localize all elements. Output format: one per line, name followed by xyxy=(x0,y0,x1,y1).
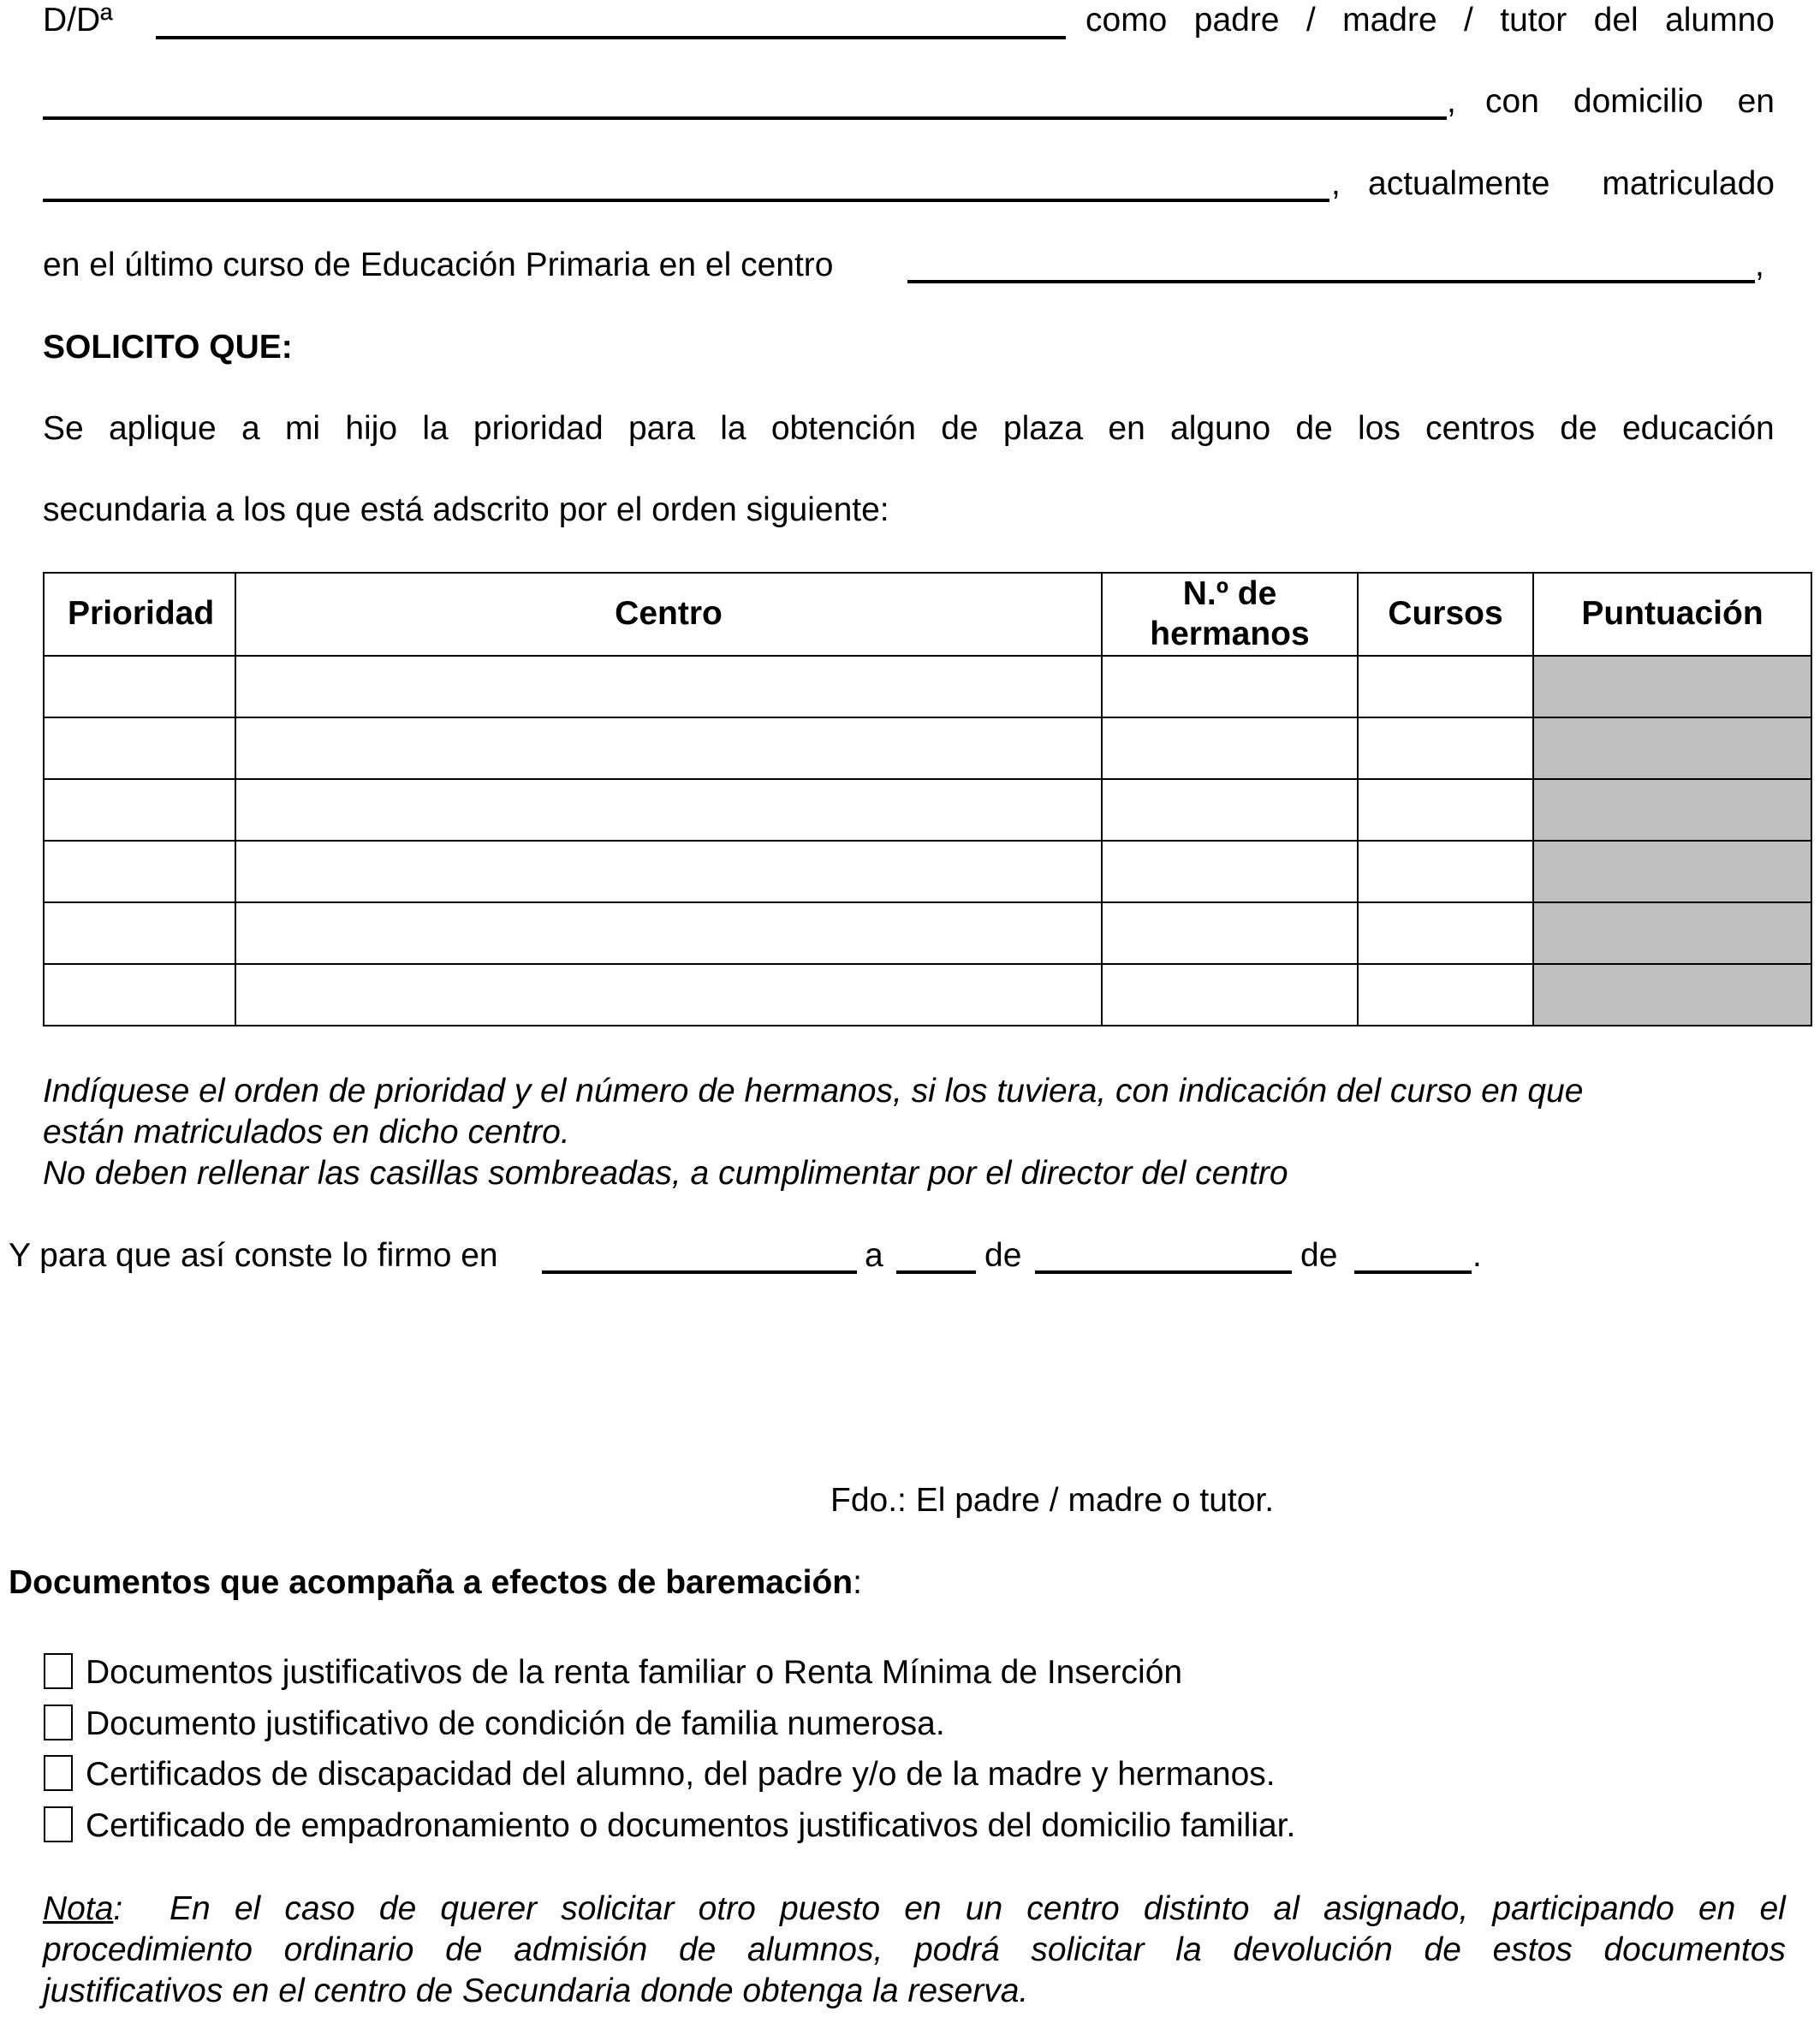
signature-lead: Y para que así conste lo firmo en xyxy=(9,1237,498,1274)
cell-centro[interactable] xyxy=(235,717,1102,779)
word: en xyxy=(1108,410,1145,447)
word: otro xyxy=(698,1890,756,1927)
word: / xyxy=(1464,2,1473,39)
documents-heading-colon: : xyxy=(853,1564,862,1601)
cell-prioridad[interactable] xyxy=(44,964,235,1026)
word: domicilio xyxy=(1573,83,1704,120)
place-field[interactable] xyxy=(542,1270,857,1274)
table-row xyxy=(44,717,1811,779)
word: de xyxy=(378,1890,417,1927)
word: devolución xyxy=(1233,1931,1393,1968)
cell-centro[interactable] xyxy=(235,656,1102,717)
word: / xyxy=(1306,2,1316,39)
word: alumnos, xyxy=(747,1931,883,1968)
note-line3: No deben rellenar las casillas sombreadas, a cumplimentar por el director del centro xyxy=(43,1155,1288,1192)
cell-puntuacion xyxy=(1533,779,1811,841)
word: con xyxy=(1485,83,1539,120)
header-cursos: Cursos xyxy=(1358,573,1533,656)
word: en xyxy=(1698,1890,1736,1927)
word: obtención xyxy=(770,410,916,447)
checkbox-familia-numerosa[interactable] xyxy=(44,1705,73,1740)
document-item-discapacidad: Certificados de discapacidad del alumno, del padre y/o de la madre y hermanos. xyxy=(86,1756,1276,1793)
cell-hermanos[interactable] xyxy=(1102,717,1358,779)
header-prioridad: Prioridad xyxy=(44,573,235,656)
cell-cursos[interactable] xyxy=(1358,656,1533,717)
word: alumno xyxy=(1665,2,1775,39)
cell-cursos[interactable] xyxy=(1358,779,1533,841)
word: tutor xyxy=(1500,2,1567,39)
word: educación xyxy=(1621,410,1775,447)
word: centros xyxy=(1425,410,1536,447)
word: a xyxy=(241,410,260,447)
note-line1: Indíquese el orden de prioridad y el número de hermanos, si los tuviera, con indicación del curso en que xyxy=(43,1073,1584,1110)
cell-puntuacion xyxy=(1533,841,1811,902)
word: el xyxy=(1759,1890,1786,1927)
line2-comma: , xyxy=(1447,83,1456,120)
word: estos xyxy=(1492,1931,1573,1968)
word: admisión xyxy=(514,1931,648,1968)
signature-de2: de xyxy=(1300,1237,1338,1274)
word: solicitar xyxy=(561,1890,675,1927)
word: hijo xyxy=(345,410,398,447)
request-line2: secundaria a los que está adscrito por el orden siguiente: xyxy=(43,491,889,528)
cell-centro[interactable] xyxy=(235,964,1102,1026)
cell-puntuacion xyxy=(1533,964,1811,1026)
request-line1 xyxy=(43,410,1775,448)
cell-centro[interactable] xyxy=(235,902,1102,964)
line3-comma: , xyxy=(1331,165,1341,202)
word: de xyxy=(678,1931,717,1968)
priority-table xyxy=(43,572,1812,1026)
cell-prioridad[interactable] xyxy=(44,902,235,964)
word: aplique xyxy=(108,410,217,447)
table-header-row xyxy=(44,573,1811,656)
priority-table-body xyxy=(44,656,1811,1026)
word: actualmente xyxy=(1368,165,1550,202)
word: solicitar xyxy=(1031,1931,1145,1968)
signature-period: . xyxy=(1472,1237,1482,1274)
word: en xyxy=(1737,83,1775,120)
document-item-empadronamiento: Certificado de empadronamiento o documentos justificativos del domicilio familiar. xyxy=(86,1807,1296,1844)
header-line1-text xyxy=(1085,2,1775,39)
cell-hermanos[interactable] xyxy=(1102,964,1358,1026)
cell-cursos[interactable] xyxy=(1358,841,1533,902)
header-line3-text xyxy=(1368,165,1775,203)
word: de xyxy=(1560,410,1597,447)
checkbox-empadronamiento[interactable] xyxy=(44,1806,73,1842)
student-name-field[interactable] xyxy=(43,116,1447,120)
cell-hermanos[interactable] xyxy=(1102,902,1358,964)
cell-prioridad[interactable] xyxy=(44,841,235,902)
request-heading: SOLICITO QUE: xyxy=(43,329,293,366)
cell-hermanos[interactable] xyxy=(1102,779,1358,841)
documents-heading-text: Documentos que acompaña a efectos de baremación xyxy=(9,1564,853,1601)
word: plaza xyxy=(1002,410,1084,447)
header-line4-text: en el último curso de Educación Primaria en el centro xyxy=(43,247,834,283)
cell-centro[interactable] xyxy=(235,779,1102,841)
nota-label-colon: : xyxy=(113,1890,123,1927)
document-item-renta: Documentos justificativos de la renta familiar o Renta Mínima de Inserción xyxy=(86,1654,1183,1691)
word: asignado, xyxy=(1323,1890,1469,1927)
signed-by-text: Fdo.: El padre / madre o tutor. xyxy=(830,1482,1275,1519)
word: distinto xyxy=(1143,1890,1250,1927)
cell-puntuacion xyxy=(1533,902,1811,964)
word: padre xyxy=(1193,2,1280,39)
cell-cursos[interactable] xyxy=(1358,964,1533,1026)
document-item-familia-numerosa: Documento justificativo de condición de familia numerosa. xyxy=(86,1705,945,1742)
header-puntuacion: Puntuación xyxy=(1533,573,1811,656)
word: Se xyxy=(43,410,84,447)
nota-line3: justificativos en el centro de Secundaria donde obtenga la reserva. xyxy=(43,1972,1029,2009)
header-hermanos-line1: N.º de xyxy=(1182,574,1277,612)
month-field[interactable] xyxy=(1035,1270,1292,1274)
word: de xyxy=(941,410,978,447)
signature-de1: de xyxy=(984,1237,1022,1274)
word: al xyxy=(1273,1890,1300,1927)
word: el xyxy=(234,1890,261,1927)
table-row xyxy=(44,964,1811,1026)
school-name-field[interactable] xyxy=(907,280,1755,283)
word: centro xyxy=(1026,1890,1120,1927)
cell-hermanos[interactable] xyxy=(1102,841,1358,902)
note-line2: están matriculados en dicho centro. xyxy=(43,1114,570,1151)
word: mi xyxy=(284,410,321,447)
word: podrá xyxy=(913,1931,1000,1968)
nota-line1 xyxy=(170,1890,1786,1928)
header-line2-text xyxy=(1485,83,1775,121)
header-centro: Centro xyxy=(235,573,1102,656)
word: los xyxy=(1358,410,1401,447)
cell-hermanos[interactable] xyxy=(1102,656,1358,717)
word: la xyxy=(1175,1931,1202,1968)
cell-prioridad[interactable] xyxy=(44,656,235,717)
year-field[interactable] xyxy=(1354,1270,1472,1274)
word: de xyxy=(445,1931,483,1968)
nota-line2 xyxy=(43,1931,1786,1969)
word: de xyxy=(1295,410,1333,447)
word: del xyxy=(1593,2,1639,39)
cell-centro[interactable] xyxy=(235,841,1102,902)
word: para xyxy=(627,410,695,447)
header-hermanos-line2: hermanos xyxy=(1150,615,1310,652)
word: procedimiento xyxy=(43,1931,253,1968)
nota-label-wrap xyxy=(43,1890,122,1928)
word: prioridad xyxy=(473,410,604,447)
word: puesto xyxy=(779,1890,881,1927)
word: querer xyxy=(440,1890,538,1927)
word: alguno xyxy=(1170,410,1271,447)
word: documentos xyxy=(1603,1931,1786,1968)
word: en xyxy=(904,1890,942,1927)
cell-prioridad[interactable] xyxy=(44,779,235,841)
word: caso xyxy=(284,1890,355,1927)
word: de xyxy=(1424,1931,1461,1968)
word: la xyxy=(422,410,449,447)
cell-cursos[interactable] xyxy=(1358,717,1533,779)
cell-prioridad[interactable] xyxy=(44,717,235,779)
checkbox-discapacidad[interactable] xyxy=(44,1755,73,1791)
table-row xyxy=(44,656,1811,717)
nota-label: Nota xyxy=(43,1890,114,1927)
day-field[interactable] xyxy=(896,1270,976,1274)
dd-label: D/Dª xyxy=(43,2,113,39)
table-row xyxy=(44,902,1811,964)
signature-a: a xyxy=(865,1237,883,1274)
word: matriculado xyxy=(1602,165,1775,202)
documents-heading xyxy=(9,1564,862,1602)
address-field[interactable] xyxy=(43,199,1329,202)
cell-puntuacion xyxy=(1533,717,1811,779)
word: la xyxy=(720,410,746,447)
table-row xyxy=(44,779,1811,841)
word: En xyxy=(170,1890,211,1927)
word: participando xyxy=(1492,1890,1674,1927)
word: ordinario xyxy=(283,1931,414,1968)
line4-comma: , xyxy=(1755,247,1764,283)
cell-cursos[interactable] xyxy=(1358,902,1533,964)
header-hermanos xyxy=(1102,573,1358,656)
word: un xyxy=(965,1890,1003,1927)
guardian-name-field[interactable] xyxy=(156,36,1066,39)
table-row xyxy=(44,841,1811,902)
checkbox-renta[interactable] xyxy=(44,1653,73,1689)
word: madre xyxy=(1342,2,1437,39)
word: como xyxy=(1085,2,1168,39)
cell-puntuacion xyxy=(1533,656,1811,717)
